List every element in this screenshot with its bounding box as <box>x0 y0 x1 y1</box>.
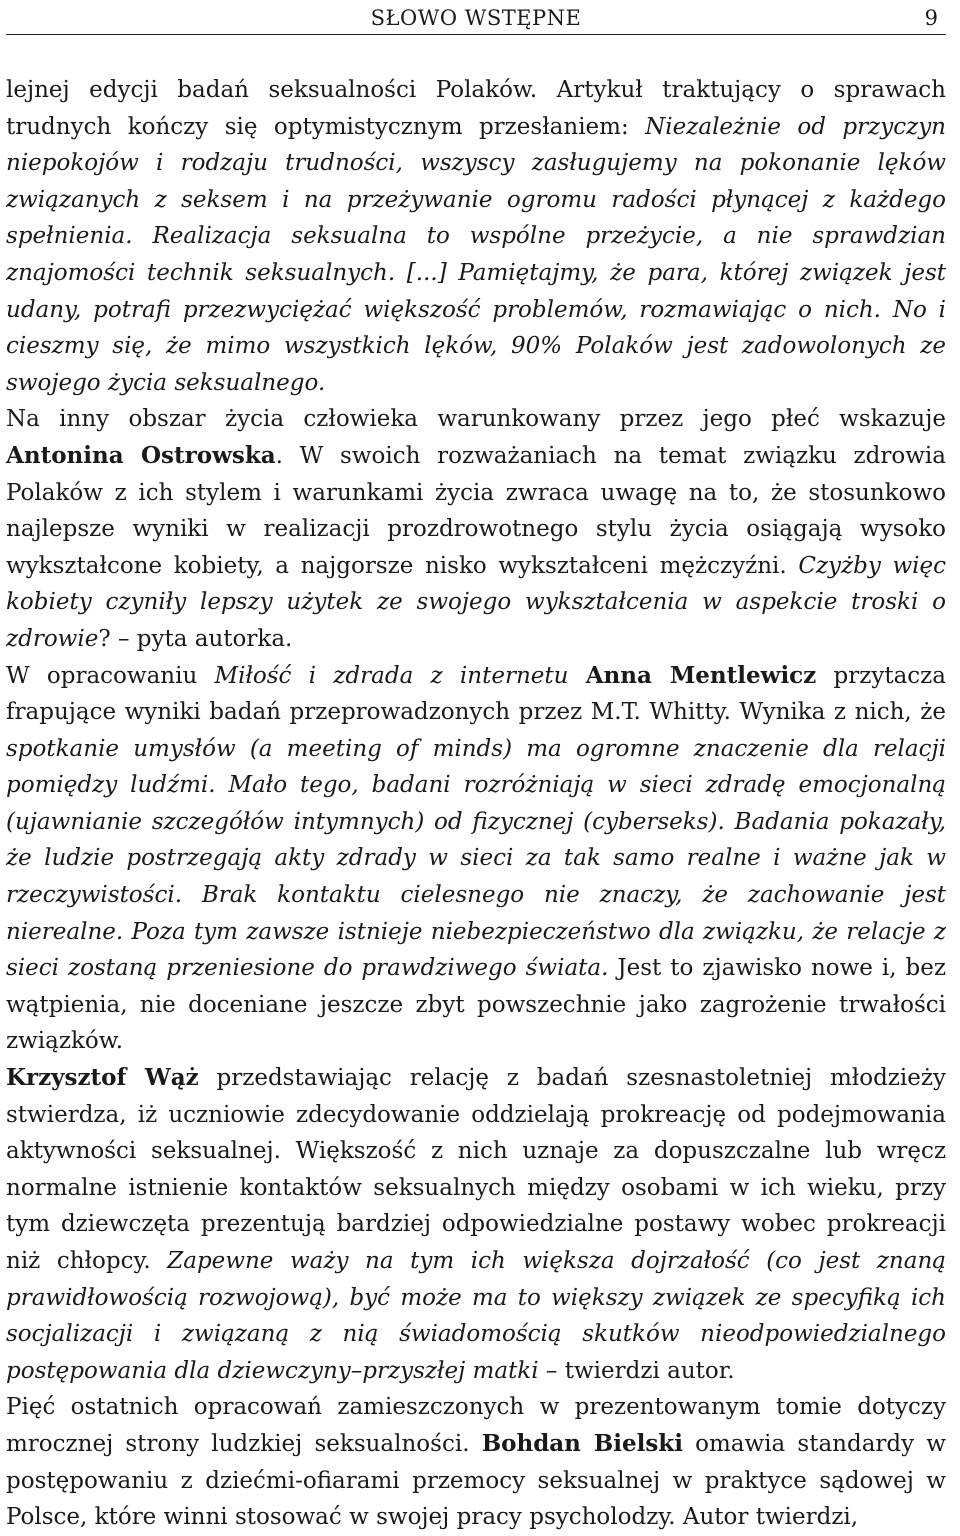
author-name: Anna Mentlewicz <box>585 661 817 689</box>
chapter-title: SŁOWO WSTĘPNE <box>370 6 582 30</box>
author-name: Antonina Ostrowska <box>6 441 276 469</box>
text-run: W opracowaniu <box>6 662 215 689</box>
paragraph <box>6 658 946 1061</box>
quoted-text: Czyżby więc kobiety czyniły lepszy użytek ze swojego wykształcenia w aspekcie troski o zdrowie <box>6 552 947 652</box>
running-header <box>6 0 946 30</box>
text-run: Jest to zjawisko nowe i, bez wątpienia, nie doceniane jeszcze zbyt powszechnie jako zagrożenie trwałości związków. <box>6 955 946 1055</box>
page-number: 9 <box>924 6 938 30</box>
author-name: Bohdan Bielski <box>481 1429 683 1457</box>
text-run <box>568 663 585 689</box>
header-rule <box>6 34 946 35</box>
text-run: Pięć ostatnich opracowań zamieszczonych w prezentowanym tomie dotyczy mrocznej strony ludzkiej seksualności. <box>6 1394 946 1457</box>
text-run: . W swoich rozważaniach na temat związku zdrowia Polaków z ich stylem i warunkami życia zwraca uwagę na to, że stosunkowo najlepsze wyniki w realizacji prozdrowotnego stylu życia osiągają wysoko wykształcone kobiety, a najgorsze nisko wykształceni mężczyźni. <box>6 442 946 579</box>
quoted-text: Miłość i zdrada z internetu <box>214 662 569 689</box>
text-run: przytacza frapujące wyniki badań przeprowadzonych przez M.T. Whitty. Wynika z nich, że <box>6 662 947 726</box>
quoted-text: spotkanie umysłów (a meeting of minds) ma ogromne znaczenie dla relacji pomiędzy ludźmi. Mało tego, badani rozróżniają w sieci zdradę emocjonalną (ujawnianie szczegółów intymnych) od fizycznej (cyberseks). Badania pokazały, że ludzie postrzegają akty zdrady w sieci za tak samo realne i ważne jak w rzeczywistości. Brak kontaktu cielesnego nie znaczy, że zachowanie jest nierealne. Poza tym zawsze istnieje niebezpieczeństwo dla związku, że relacje z sieci zostaną przeniesione do prawdziwego świata. <box>6 735 946 982</box>
text-run: – twierdzi autor. <box>538 1357 735 1384</box>
paragraph <box>6 1389 946 1535</box>
quoted-text: Niezależnie od przyczyn niepokojów i rodzaju trudności, wszyscy zasługujemy na pokonanie lęków związanych z seksem i na przeżywanie ogromu radości płynącej z każdego spełnienia. Realizacja seksualna to wspólne przeżycie, a nie sprawdzian znajomości technik seksualnych. [...] Pamiętajmy, że para, której związek jest udany, potrafi przezwyciężać większość problemów, rozmawiając o nich. No i cieszmy się, że mimo wszystkich lęków, 90% Polaków jest zadowolonych ze swojego życia seksualnego. <box>6 113 946 396</box>
body-text <box>6 72 946 1536</box>
text-run: lejnej edycji badań seksualności Polaków. Artykuł traktujący o sprawach trudnych kończy się optymistycznym przesłaniem: <box>6 77 946 140</box>
author-name: Krzysztof Wąż <box>6 1064 199 1092</box>
paragraph <box>6 72 946 401</box>
quoted-text: Zapewne waży na tym ich większa dojrzałość (co jest znaną prawidłowością rozwojową), być może ma to większy związek ze specyfiką ich socjalizacji i związaną z nią świadomością skutków nieodpowiedzialnego postępowania dla dziewczyny–przyszłej matki <box>6 1248 946 1384</box>
text-run: Na inny obszar życia człowieka warunkowany przez jego płeć wskazuje <box>6 406 946 433</box>
text-run: ? – pyta autorka. <box>98 625 293 652</box>
text-run: omawia standardy w postępowaniu z dziećmi-ofiarami przemocy seksualnej w praktyce sądowej w Polsce, które winni stosować w swojej pracy psycholodzy. Autor twierdzi, <box>6 1430 946 1531</box>
text-run: przedstawiając relację z badań szesnastoletniej młodzieży stwierdza, iż uczniowie zdecydowanie oddzielają prokreację od podejmowania aktywności seksualnej. Większość z nich uznaje za dopuszczalne lub wręcz normalne istnienie kontaktów seksualnych między osobami w ich wieku, przy tym dziewczęta prezentują bardziej odpowiedzialne postawy wobec prokreacji niż chłopcy. <box>6 1065 946 1274</box>
paragraph <box>6 1060 946 1389</box>
paragraph <box>6 401 946 657</box>
